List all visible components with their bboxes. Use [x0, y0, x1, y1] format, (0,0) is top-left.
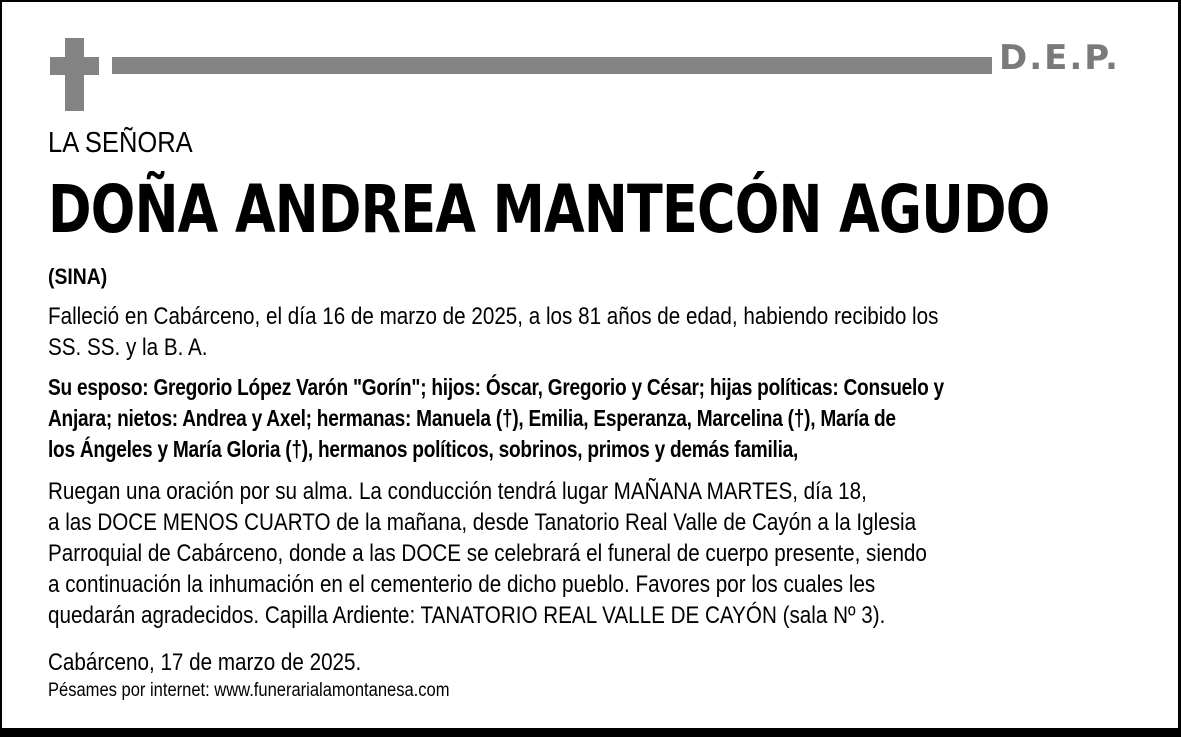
- funeral-details: [48, 476, 927, 631]
- funeral-line: quedarán agradecidos. Capilla Ardiente: TANATORIO REAL VALLE DE CAYÓN (sala Nº 3).: [48, 602, 886, 629]
- funeral-line: Parroquial de Cabárceno, donde a las DOCE se celebrará el funeral de cuerpo presente, siendo: [48, 540, 927, 567]
- place-date: Cabárceno, 17 de marzo de 2025.: [48, 649, 362, 676]
- funeral-line: a las DOCE MENOS CUARTO de la mañana, desde Tanatorio Real Valle de Cayón a la Iglesia: [48, 509, 917, 536]
- family-line: Anjara; nietos: Andrea y Axel; hermanas: Manuela (†), Emilia, Esperanza, Marcelina (†), María de: [48, 405, 896, 431]
- family-line: Su esposo: Gregorio López Varón "Gorín"; hijos: Óscar, Gregorio y César; hijas políticas: Consuelo y: [48, 374, 944, 400]
- header-rule: [112, 57, 992, 74]
- deceased-alias: (SINA): [48, 264, 108, 289]
- cross-icon-arm: [50, 57, 99, 75]
- honorific: LA SEÑORA: [48, 127, 193, 159]
- death-notice: [48, 301, 938, 363]
- dep-label: D.E.P.: [999, 38, 1120, 78]
- death-notice-line: SS. SS. y la B. A.: [48, 334, 208, 361]
- condolences-link[interactable]: Pésames por internet: www.funerarialamontanesa.com: [48, 680, 450, 701]
- funeral-line: a continuación la inhumación en el cementerio de dicho pueblo. Favores por los cuales les: [48, 571, 876, 598]
- funeral-line: Ruegan una oración por su alma. La conducción tendrá lugar MAÑANA MARTES, día 18,: [48, 478, 867, 505]
- family-list: [48, 372, 944, 465]
- deceased-name: DOÑA ANDREA MANTECÓN AGUDO: [48, 171, 1050, 248]
- family-line: los Ángeles y María Gloria (†), hermanos políticos, sobrinos, primos y demás familia,: [48, 436, 799, 462]
- bottom-border: [0, 728, 1181, 737]
- death-notice-line: Falleció en Cabárceno, el día 16 de marzo de 2025, a los 81 años de edad, habiendo recibido los: [48, 303, 939, 330]
